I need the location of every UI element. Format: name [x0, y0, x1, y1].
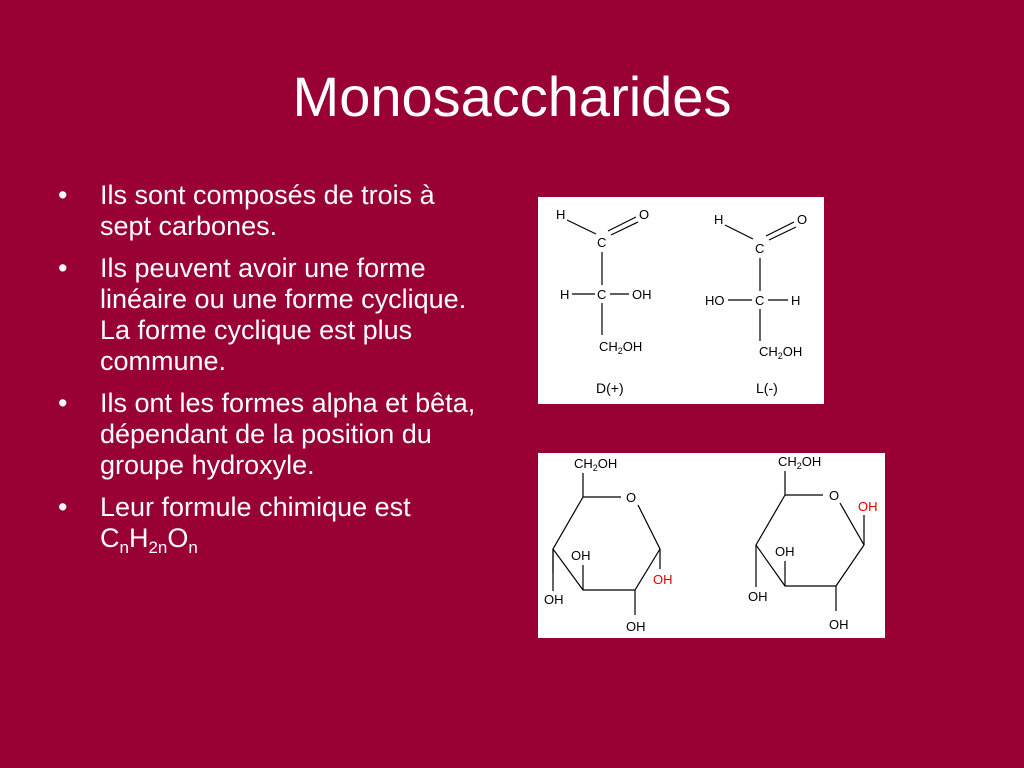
- bullet-text: Ils sont composés de trois à sept carbones.: [100, 180, 435, 241]
- l-glyceraldehyde: [705, 212, 807, 396]
- group-oh: OH: [626, 619, 646, 634]
- atom-o: O: [797, 212, 808, 227]
- double-bond: [611, 222, 638, 235]
- bullet-item: [58, 388, 488, 481]
- bullet-text: Ils peuvent avoir une forme linéaire ou une forme cyclique. La forme cyclique est plus commune.: [100, 253, 467, 376]
- d-label: D(+): [596, 380, 624, 396]
- bullet-item-formula: [58, 492, 488, 557]
- double-bond: [608, 217, 636, 231]
- atom-c: C: [755, 241, 765, 256]
- double-bond: [769, 227, 796, 240]
- atom-h: H: [791, 293, 801, 308]
- atom-c: C: [755, 293, 765, 308]
- chemical-formula: [100, 523, 198, 557]
- formula-sub-2n: 2n: [148, 538, 168, 557]
- atom-h: H: [560, 287, 570, 302]
- slide-title: Monosaccharides: [292, 65, 732, 128]
- bullet-item: [58, 180, 488, 242]
- group-ch2oh: $CH_2OH$: [778, 454, 822, 471]
- bond: [725, 225, 753, 239]
- bullet-text: Ils ont les formes alpha et bêta, dépendant de la position du groupe hydroxyle.: [100, 388, 476, 480]
- bullet-list: [58, 180, 488, 565]
- bullet-dot: •: [58, 180, 68, 210]
- bullet-dot: •: [58, 253, 68, 283]
- fischer-diagram: [538, 197, 824, 404]
- group-ch2oh: $CH_2OH$: [574, 456, 618, 473]
- atom-h: H: [556, 207, 566, 222]
- atom-o: O: [639, 207, 650, 222]
- group-oh: OH: [544, 592, 564, 607]
- beta-glucopyranose: [748, 454, 878, 632]
- d-glyceraldehyde: [556, 207, 652, 396]
- atom-c: C: [597, 287, 607, 302]
- bond: [567, 220, 596, 234]
- formula-sub-n: n: [119, 538, 129, 557]
- haworth-diagram: [538, 453, 885, 638]
- group-ho: HO: [705, 293, 725, 308]
- ring-bond: [756, 495, 864, 586]
- ring-oxygen: O: [626, 490, 637, 505]
- group-ch2oh: $CH_2OH$: [759, 344, 803, 361]
- group-oh: OH: [829, 617, 849, 632]
- group-ch2oh: $CH_2OH$: [599, 339, 643, 356]
- bullet-item: [58, 253, 488, 377]
- double-bond: [766, 222, 794, 236]
- formula-sub-n: n: [188, 538, 198, 557]
- anomeric-oh-alpha: OH: [653, 572, 673, 587]
- bullet-dot: •: [58, 492, 68, 522]
- atom-c: C: [597, 235, 607, 250]
- group-oh: OH: [775, 544, 795, 559]
- haworth-projection-figure: [538, 453, 885, 638]
- ring-oxygen: O: [829, 488, 840, 503]
- formula-h: H: [128, 523, 149, 553]
- group-oh: OH: [632, 287, 652, 302]
- atom-h: H: [714, 212, 724, 227]
- formula-c: C: [100, 523, 120, 553]
- formula-o: O: [167, 523, 189, 553]
- alpha-glucopyranose: [544, 456, 673, 634]
- bullet-dot: •: [58, 388, 68, 418]
- group-oh: OH: [748, 589, 768, 604]
- formula-prefix: Leur formule chimique est: [100, 492, 411, 522]
- anomeric-oh-beta: OH: [858, 499, 878, 514]
- ring-bond: [553, 497, 660, 590]
- fischer-projection-figure: [538, 197, 824, 404]
- group-oh: OH: [571, 548, 591, 563]
- l-label: L(-): [756, 380, 778, 396]
